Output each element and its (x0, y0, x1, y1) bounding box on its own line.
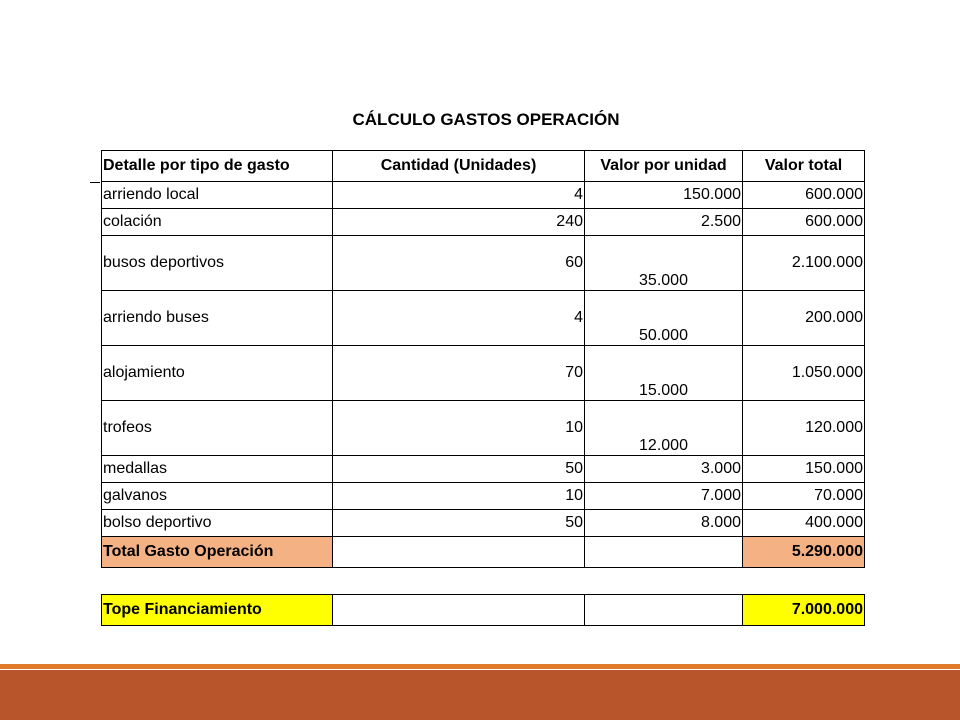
cell-total: 2.100.000 (743, 236, 865, 291)
tope-value: 7.000.000 (743, 595, 865, 626)
table-row (102, 291, 865, 346)
table-row (102, 510, 865, 537)
cell-total: 400.000 (743, 510, 865, 537)
cell-unidad: 35.000 (585, 236, 743, 291)
total-empty-cell (585, 537, 743, 568)
divider (90, 182, 100, 183)
cell-unidad: 3.000 (585, 456, 743, 483)
cell-unidad: 7.000 (585, 483, 743, 510)
cell-detalle: bolso deportivo (102, 510, 333, 537)
table-row (102, 236, 865, 291)
cell-total: 600.000 (743, 182, 865, 209)
cell-detalle: arriendo buses (102, 291, 333, 346)
cell-total: 150.000 (743, 456, 865, 483)
cell-cantidad: 60 (333, 236, 585, 291)
cell-detalle: alojamiento (102, 346, 333, 401)
cell-total: 200.000 (743, 291, 865, 346)
cell-detalle: galvanos (102, 483, 333, 510)
cell-detalle: arriendo local (102, 182, 333, 209)
page-title: CÁLCULO GASTOS OPERACIÓN (352, 110, 620, 129)
tope-label: Tope Financiamiento (102, 595, 333, 626)
table-row (102, 456, 865, 483)
cell-unidad: 150.000 (585, 182, 743, 209)
cell-cantidad: 240 (333, 209, 585, 236)
cell-unidad: 8.000 (585, 510, 743, 537)
header-detalle: Detalle por tipo de gasto (102, 151, 333, 182)
total-empty-cell (333, 537, 585, 568)
cell-unidad: 15.000 (585, 346, 743, 401)
cell-cantidad: 70 (333, 346, 585, 401)
cell-detalle: trofeos (102, 401, 333, 456)
cell-total: 1.050.000 (743, 346, 865, 401)
cell-cantidad: 50 (333, 510, 585, 537)
cell-total: 600.000 (743, 209, 865, 236)
cell-unidad: 12.000 (585, 401, 743, 456)
cell-detalle: medallas (102, 456, 333, 483)
cell-cantidad: 50 (333, 456, 585, 483)
table-header-row (102, 151, 865, 182)
header-total: Valor total (743, 151, 865, 182)
table-row (102, 209, 865, 236)
cell-total: 70.000 (743, 483, 865, 510)
table-row (102, 182, 865, 209)
cell-cantidad: 4 (333, 291, 585, 346)
header-cantidad: Cantidad (Unidades) (333, 151, 585, 182)
total-row (102, 537, 865, 568)
total-label: Total Gasto Operación (102, 537, 333, 568)
cell-total: 120.000 (743, 401, 865, 456)
cell-detalle: colación (102, 209, 333, 236)
total-value: 5.290.000 (743, 537, 865, 568)
tope-row (102, 595, 865, 626)
footer-bar (0, 670, 960, 720)
cell-unidad: 2.500 (585, 209, 743, 236)
header-unidad: Valor por unidad (585, 151, 743, 182)
table-row (102, 483, 865, 510)
cell-cantidad: 10 (333, 483, 585, 510)
spacer-row (102, 568, 865, 595)
cell-cantidad: 4 (333, 182, 585, 209)
expense-table (101, 150, 865, 626)
table-row (102, 401, 865, 456)
table-row (102, 346, 865, 401)
cell-cantidad: 10 (333, 401, 585, 456)
cell-unidad: 50.000 (585, 291, 743, 346)
cell-detalle: busos deportivos (102, 236, 333, 291)
